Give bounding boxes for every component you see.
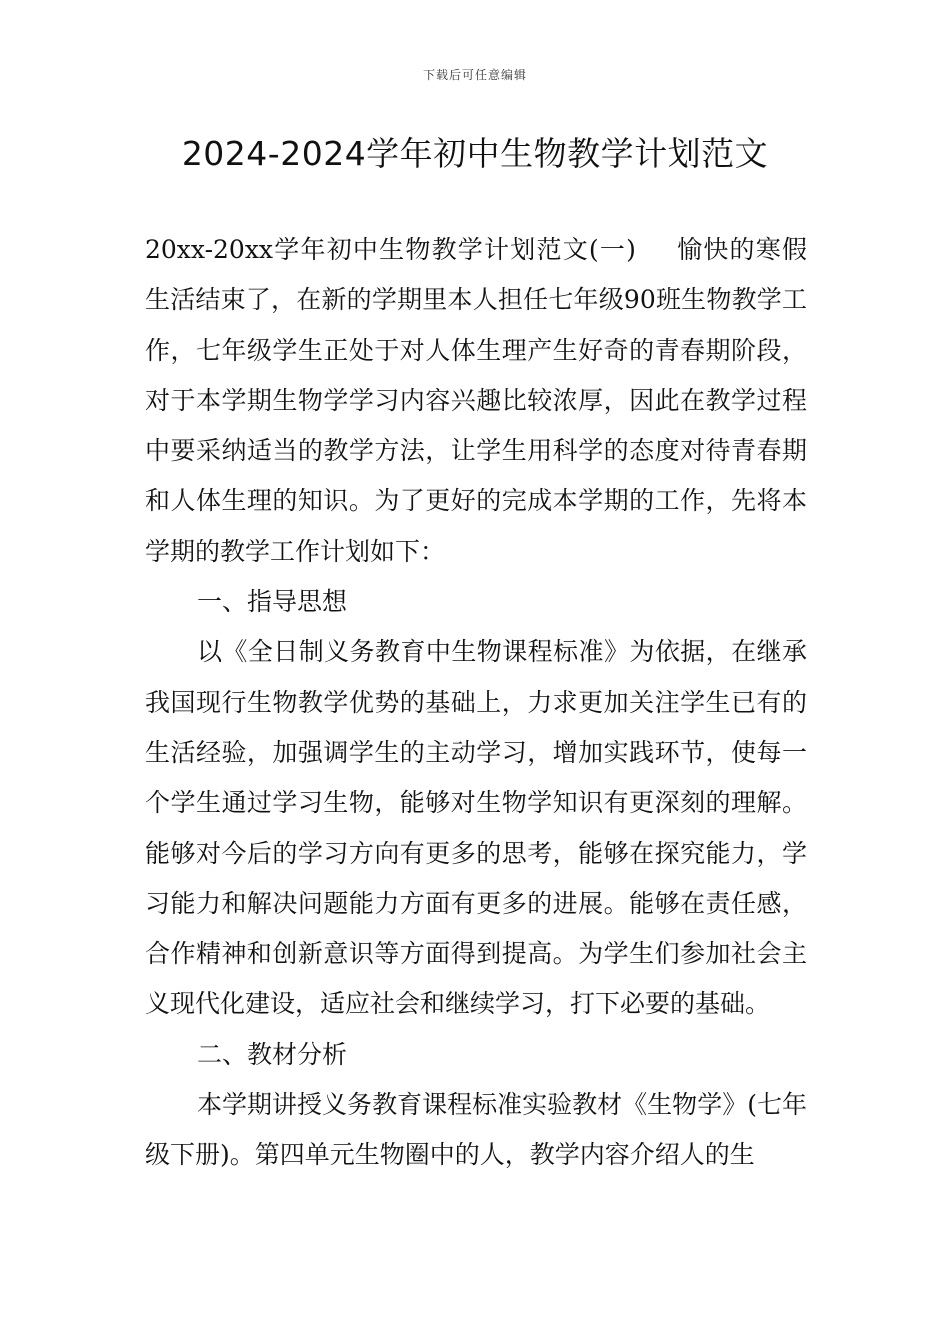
page-header-note: 下载后可任意编辑 [422,68,527,82]
intro-text: 愉快的寒假生活结束了，在新的学期里本人担任七年级90班生物教学工作，七年级学生正处于对人体生理产生好奇的青春期阶段，对于本学期生物学学习内容兴趣比较浓厚，因此在教学过程中要采纳适当的教学方法，让学生用科学的态度对待青春期和人体生理的知识。为了更好的完成本学期的工作，先将本学期的教学工作计划如下： [145,235,807,566]
document-title: 2024-2024学年初中生物教学计划范文 [181,134,769,173]
document-body [145,225,807,1181]
intro-heading: 20xx-20xx学年初中生物教学计划范文(一) [145,235,636,264]
section1-paragraph: 以《全日制义务教育中生物课程标准》为依据，在继承我国现行生物教学优势的基础上，力求更加关注学生已有的生活经验，加强调学生的主动学习，增加实践环节，使每一个学生通过学习生物，能够对生物学知识有更深刻的理解。能够对今后的学习方向有更多的思考，能够在探究能力，学习能力和解决问题能力方面有更多的进展。能够在责任感，合作精神和创新意识等方面得到提高。为学生们参加社会主义现代化建设，适应社会和继续学习，打下必要的基础。 [145,637,807,1019]
section2-paragraph: 本学期讲授义务教育课程标准实验教材《生物学》(七年级下册)。第四单元生物圈中的人，教学内容介绍人的生 [145,1090,807,1170]
section2-heading: 二、教材分析 [197,1039,348,1069]
section1-heading: 一、指导思想 [197,587,348,617]
intro-paragraph [145,225,807,577]
